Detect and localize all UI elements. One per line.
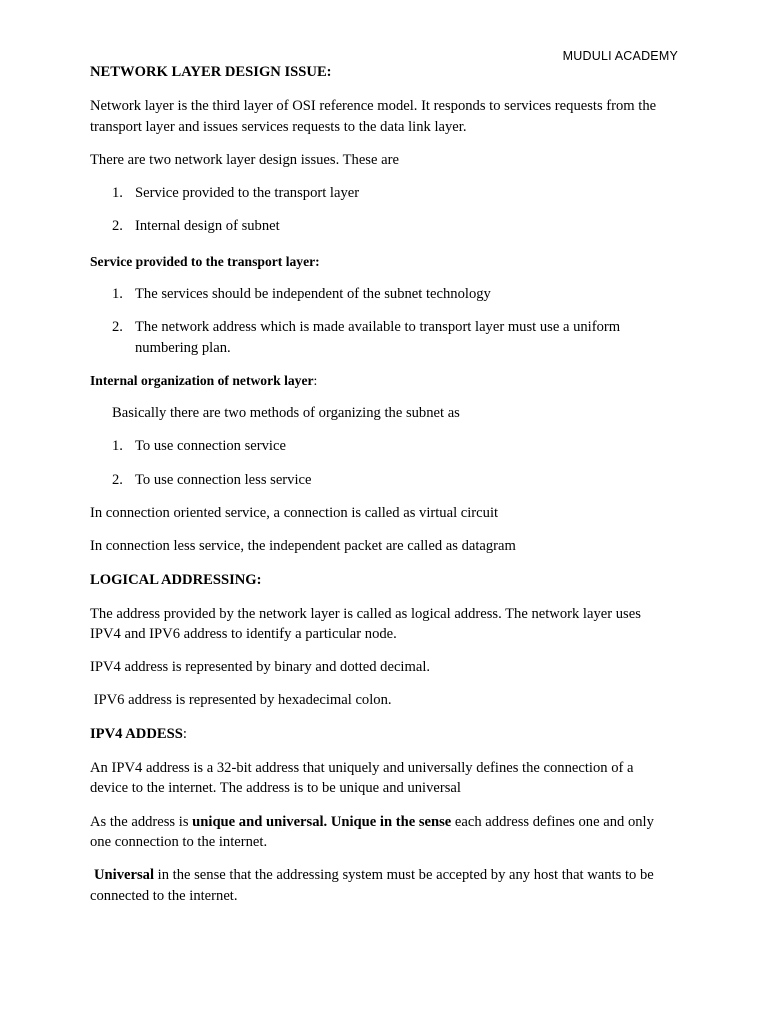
list-item	[112, 284, 672, 305]
section-title-logical-addressing: LOGICAL ADDRESSING:	[90, 572, 262, 588]
section-title-text: IPV4 ADDESS	[90, 726, 183, 742]
paragraph-line: device to the internet. The address is to be unique and universal	[90, 780, 461, 796]
paragraph-line: An IPV4 address is a 32-bit address that uniquely and universally defines the connection of a	[90, 760, 634, 776]
header-brand: MUDULI ACADEMY	[562, 49, 678, 63]
list-text: Internal design of subnet	[135, 218, 280, 234]
list-item	[112, 470, 672, 491]
section-title-text: Internal organization of network layer	[90, 373, 314, 388]
list-number: 2.	[112, 472, 123, 488]
paragraph-line: Network layer is the third layer of OSI reference model. It responds to services requests from the	[90, 98, 657, 114]
paragraph-line: IPV4 and IPV6 address to identify a particular node.	[90, 626, 397, 642]
list-text: The network address which is made available to transport layer must use a uniform	[135, 319, 621, 335]
list-number: 2.	[112, 218, 123, 234]
list-text: Service provided to the transport layer	[135, 185, 360, 201]
list-number: 2.	[112, 319, 123, 335]
paragraph-indented: Basically there are two methods of organizing the subnet as	[112, 405, 460, 421]
section-title-colon: :	[182, 726, 187, 742]
section-title-colon: :	[313, 373, 318, 388]
section-title-ipv4-address	[90, 724, 680, 745]
paragraph: In connection less service, the independent packet are called as datagram	[90, 538, 516, 554]
paragraph-line	[90, 812, 680, 833]
list-item	[112, 317, 672, 338]
list-text: The services should be independent of the subnet technology	[135, 286, 491, 302]
list-text: To use connection service	[135, 438, 286, 454]
list-item	[112, 436, 672, 457]
paragraph-line: The address provided by the network layer is called as logical address. The network layer uses	[90, 606, 641, 622]
section-title-network-layer-design: NETWORK LAYER DESIGN ISSUE:	[90, 64, 332, 80]
paragraph-line: transport layer and issues services requests to the data link layer.	[90, 119, 467, 135]
paragraph-line: one connection to the internet.	[90, 834, 268, 850]
list-item	[112, 183, 672, 204]
text-run-bold: unique and universal. Unique in the sense	[192, 814, 452, 830]
list-number: 1.	[112, 438, 123, 454]
text-run-bold: Universal	[94, 867, 154, 883]
text-run: in the sense that the addressing system must be accepted by any host that wants to be	[154, 867, 654, 883]
list-item	[112, 216, 672, 237]
paragraph-line: connected to the internet.	[90, 888, 238, 904]
paragraph: IPV6 address is represented by hexadecimal colon.	[90, 692, 392, 708]
paragraph: In connection oriented service, a connection is called as virtual circuit	[90, 505, 499, 521]
text-run: As the address is	[90, 814, 193, 830]
list-number: 1.	[112, 286, 123, 302]
list-text-continuation: numbering plan.	[135, 340, 231, 356]
paragraph: There are two network layer design issues. These are	[90, 152, 399, 168]
list-number: 1.	[112, 185, 123, 201]
paragraph-line	[94, 865, 684, 886]
text-run: each address defines one and only	[451, 814, 654, 830]
list-text: To use connection less service	[135, 472, 312, 488]
paragraph: IPV4 address is represented by binary and dotted decimal.	[90, 659, 431, 675]
section-title-service-provided: Service provided to the transport layer:	[90, 254, 320, 269]
section-title-internal-organization	[90, 370, 680, 391]
